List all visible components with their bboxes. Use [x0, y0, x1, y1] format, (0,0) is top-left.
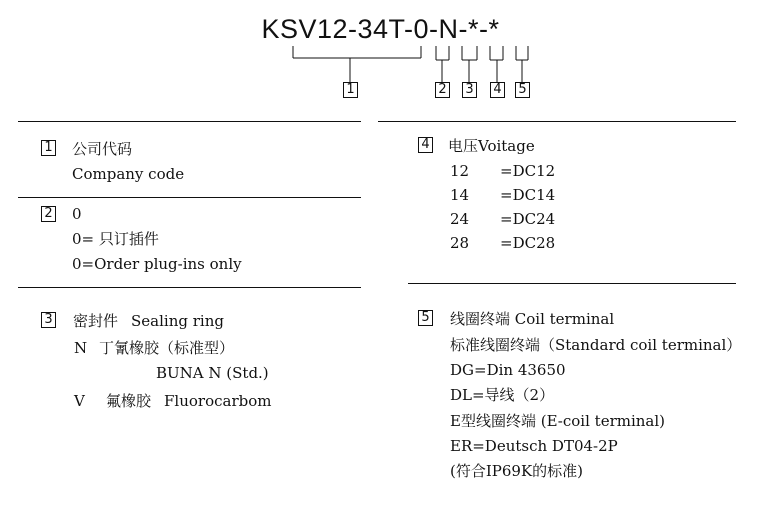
coil-line-e: E型线圈终端 (E-coil terminal) [450, 412, 666, 430]
sealing-item-desc-cn-n: 丁氰橡胶（标准型） [99, 339, 235, 357]
position-marker-2: 2 [435, 82, 450, 98]
section-number-2: 2 [41, 206, 56, 222]
voltage-value-28: =DC28 [500, 234, 556, 252]
sealing-item-desc-en-v: Fluorocarbom [164, 392, 272, 410]
position-marker-4: 4 [490, 82, 505, 98]
sealing-title-en: Sealing ring [131, 312, 224, 330]
divider-right-1 [408, 283, 736, 284]
voltage-title: 电压Voitage [448, 137, 535, 155]
coil-title: 线圈终端 Coil terminal [450, 310, 615, 328]
coil-line-ip69k: (符合IP69K的标准) [450, 462, 584, 480]
coil-line-dg: DG=Din 43650 [450, 361, 566, 379]
position-marker-5: 5 [515, 82, 530, 98]
coil-line-standard: 标准线圈终端（Standard coil terminal） [450, 336, 742, 354]
position-marker-1: 1 [343, 82, 358, 98]
company-title-cn: 公司代码 [72, 140, 133, 158]
divider-right-top [378, 121, 736, 122]
voltage-code-14: 14 [450, 186, 470, 204]
section-number-5: 5 [418, 310, 433, 326]
voltage-code-28: 28 [450, 234, 470, 252]
sealing-item-code-v: V [74, 392, 85, 410]
voltage-code-24: 24 [450, 210, 470, 228]
voltage-value-14: =DC14 [500, 186, 556, 204]
section-number-3: 3 [41, 312, 56, 328]
divider-left-1 [18, 197, 361, 198]
sealing-item-desc-en-n: BUNA N (Std.) [156, 364, 269, 382]
option-title: 0 [72, 205, 82, 223]
option-line-cn: 0= 只订插件 [72, 230, 159, 248]
voltage-value-12: =DC12 [500, 162, 556, 180]
voltage-code-12: 12 [450, 162, 470, 180]
voltage-value-24: =DC24 [500, 210, 556, 228]
position-marker-3: 3 [462, 82, 477, 98]
section-number-4: 4 [418, 137, 433, 153]
option-line-en: 0=Order plug-ins only [72, 255, 242, 273]
section-number-1: 1 [41, 140, 56, 156]
sealing-title-cn: 密封件 [73, 312, 119, 330]
sealing-item-desc-cn-v: 氟橡胶 [106, 392, 152, 410]
sealing-item-code-n: N [74, 339, 88, 357]
divider-left-2 [18, 287, 361, 288]
company-title-en: Company code [72, 165, 185, 183]
coil-line-er: ER=Deutsch DT04-2P [450, 437, 618, 455]
divider-left-top [18, 121, 361, 122]
coil-line-dl: DL=导线（2） [450, 386, 555, 404]
model-code: KSV12-34T-0-N-*-* [261, 14, 500, 44]
